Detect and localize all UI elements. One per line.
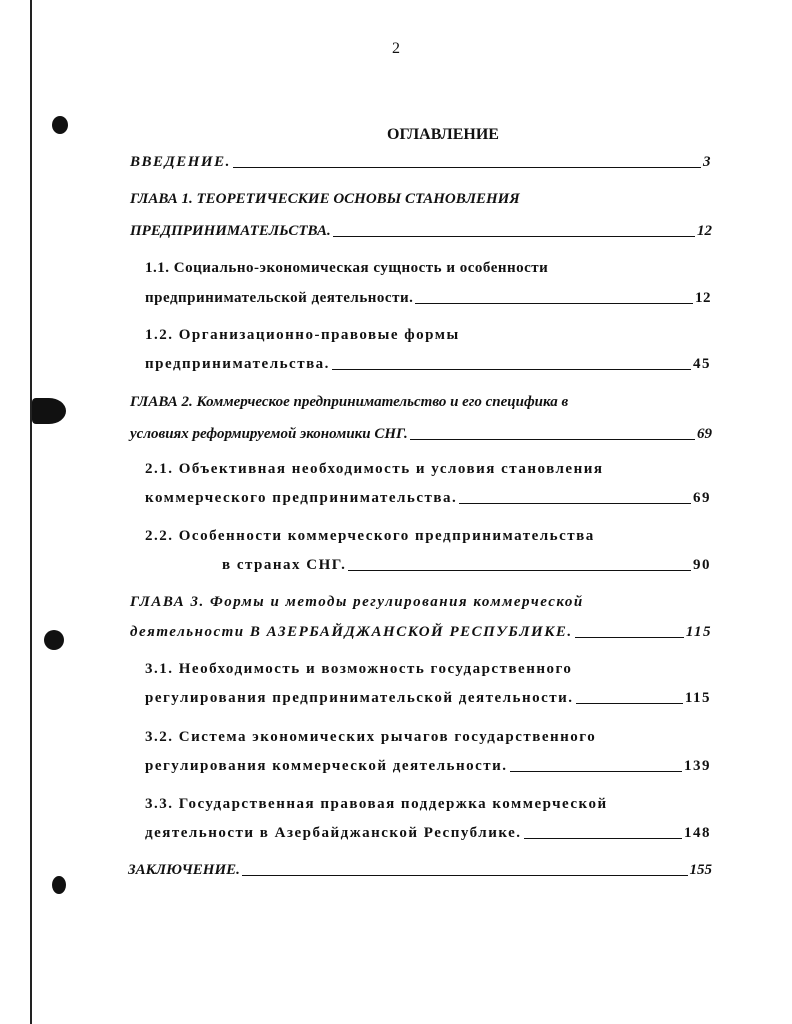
toc-entry-text: 1.1. Социально-экономическая сущность и особенности: [145, 260, 549, 276]
toc-entry-text: 1.2. Организационно-правовые формы: [145, 327, 460, 343]
toc-page-number: 12: [695, 290, 711, 306]
toc-entry-text: ГЛАВА 3. Формы и методы регулирования коммерческой: [130, 594, 584, 610]
toc-section-1-2-line1: [145, 325, 460, 345]
toc-leader-line: [332, 369, 691, 370]
toc-leader-line: [575, 637, 684, 638]
toc-chapter-2-line2: [130, 424, 712, 444]
toc-section-1-1-line2: [145, 288, 711, 308]
toc-leader-line: [233, 167, 701, 168]
toc-page-number: 69: [697, 426, 712, 442]
toc-leader-line: [348, 570, 691, 571]
toc-section-3-3-line1: [145, 794, 608, 814]
toc-entry-text: ВВЕДЕНИЕ.: [130, 154, 231, 170]
toc-entry-text: 3.3. Государственная правовая поддержка коммерческой: [145, 796, 608, 812]
toc-entry-text: деятельности в Азербайджанской Республике.: [145, 825, 522, 841]
toc-entry-text: условиях реформируемой экономики СНГ.: [130, 426, 408, 442]
page-title: ОГЛАВЛЕНИЕ: [387, 126, 499, 143]
toc-entry-text: предпринимательства.: [145, 356, 330, 372]
toc-chapter-1-line2: [130, 221, 712, 241]
toc-page-number: 115: [684, 690, 711, 706]
toc-page-number: 115: [685, 624, 712, 640]
toc-section-2-1-line2: [145, 488, 711, 508]
toc-leader-line: [415, 303, 693, 304]
toc-leader-line: [459, 503, 691, 504]
toc-leader-line: [510, 771, 682, 772]
toc-page-number: 155: [689, 862, 712, 878]
toc-page-number: 148: [684, 825, 711, 841]
toc-entry-text: ЗАКЛЮЧЕНИЕ.: [128, 862, 240, 878]
toc-entry-text: ГЛАВА 1. ТЕОРЕТИЧЕСКИЕ ОСНОВЫ СТАНОВЛЕНИЯ: [130, 191, 520, 207]
toc-entry-text: ПРЕДПРИНИМАТЕЛЬСТВА.: [130, 223, 331, 239]
punch-hole-mark: [44, 630, 64, 650]
toc-entry-text: 3.1. Необходимость и возможность государственного: [145, 661, 573, 677]
toc-entry-text: ГЛАВА 2. Коммерческое предпринимательство и его специфика в: [130, 394, 569, 410]
toc-page-number: 139: [684, 758, 711, 774]
toc-entry-text: регулирования предпринимательской деятельности.: [145, 690, 574, 706]
toc-entry-text: предпринимательской деятельности.: [145, 290, 414, 306]
toc-section-2-2-line1: [145, 526, 595, 546]
toc-entry-introduction: [130, 152, 712, 172]
toc-entry-text: 3.2. Система экономических рычагов государственного: [145, 729, 597, 745]
toc-entry-text: деятельности В АЗЕРБАЙДЖАНСКОЙ РЕСПУБЛИКЕ.: [130, 624, 573, 640]
toc-chapter-3-line2: [130, 622, 712, 642]
toc-page-number: 3: [703, 154, 712, 170]
toc-section-3-3-line2: [145, 823, 711, 843]
toc-section-2-1-line1: [145, 459, 604, 479]
punch-hole-mark: [52, 876, 66, 894]
punch-hole-mark: [32, 398, 66, 424]
toc-entry-conclusion: [128, 860, 712, 880]
toc-section-3-2-line1: [145, 727, 596, 747]
toc-chapter-3-line1: [130, 592, 584, 612]
toc-section-3-1-line1: [145, 659, 572, 679]
toc-leader-line: [333, 236, 695, 237]
toc-entry-text: коммерческого предпринимательства.: [145, 490, 458, 506]
toc-section-3-2-line2: [145, 756, 711, 776]
toc-page-number: 45: [693, 356, 711, 372]
toc-entry-text: регулирования коммерческой деятельности.: [145, 758, 508, 774]
toc-leader-line: [576, 703, 683, 704]
toc-section-2-2-line2: [222, 555, 711, 575]
toc-leader-line: [524, 838, 682, 839]
toc-section-3-1-line2: [145, 688, 711, 708]
toc-page-number: 90: [693, 557, 711, 573]
toc-section-1-2-line2: [145, 354, 711, 374]
scan-margin-line: [30, 0, 32, 1024]
page-number: 2: [392, 40, 400, 57]
toc-entry-text: в странах СНГ.: [222, 557, 347, 573]
toc-chapter-1-line1: [130, 189, 520, 209]
toc-entry-text: 2.1. Объективная необходимость и условия становления: [145, 461, 604, 477]
toc-page-number: 69: [693, 490, 711, 506]
toc-leader-line: [242, 875, 688, 876]
toc-section-1-1-line1: [145, 258, 548, 278]
toc-entry-text: 2.2. Особенности коммерческого предпринимательства: [145, 528, 595, 544]
toc-page-number: 12: [697, 223, 712, 239]
toc-leader-line: [410, 439, 695, 440]
toc-chapter-2-line1: [130, 392, 568, 412]
